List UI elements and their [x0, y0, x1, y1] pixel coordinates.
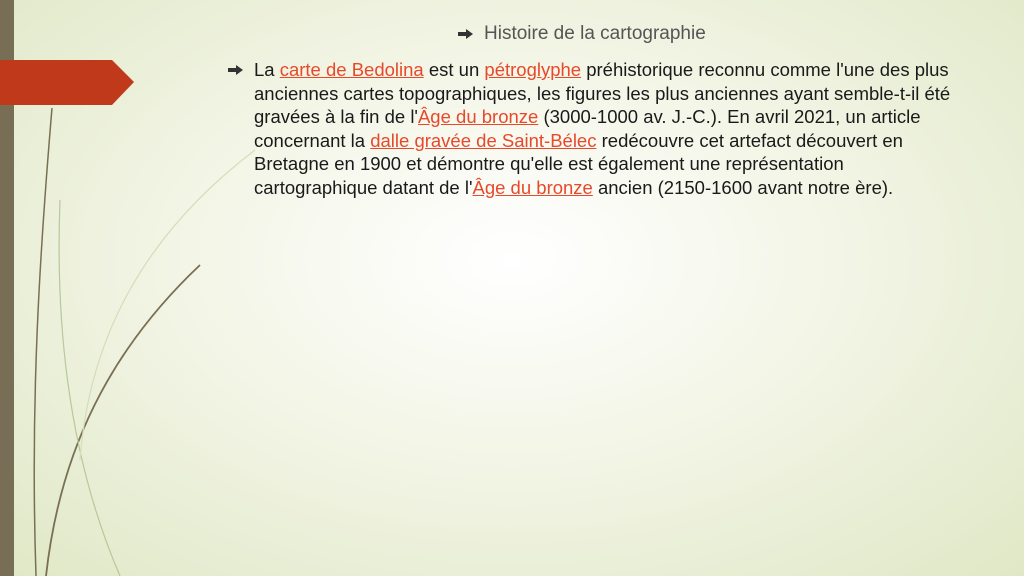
- link-petroglyphe[interactable]: pétroglyphe: [484, 59, 582, 80]
- link-dalle-gravee-saint-belec[interactable]: dalle gravée de Saint-Bélec: [370, 129, 597, 151]
- link-carte-de-bedolina[interactable]: carte de Bedolina: [279, 59, 424, 80]
- body-paragraph: [254, 58, 968, 199]
- text-run: La: [254, 59, 280, 80]
- link-age-du-bronze-2[interactable]: Âge du bronze: [472, 176, 593, 198]
- text-run: préhistorique reconnu comme l'une des plus anciennes cartes topographiques, les figures les plus anciennes ayant semble-t-il été gravées à la fin de l': [254, 59, 951, 127]
- text-run: ancien (2150-1600 avant notre ère).: [592, 176, 894, 198]
- text-run: redécouvre cet artefact découvert en Bretagne en 1900 et démontre qu'elle est également une représentation cartographique datant de l': [254, 129, 903, 198]
- subtitle-text: Histoire de la cartographie: [484, 23, 706, 44]
- link-age-du-bronze[interactable]: Âge du bronze: [417, 106, 539, 127]
- text-run: est un: [423, 59, 485, 80]
- arrow-bullet-icon: [228, 65, 244, 75]
- accent-arrow-tab: [0, 60, 135, 105]
- body-bullet: [228, 58, 968, 218]
- arrow-bullet-icon: [458, 29, 474, 39]
- text-run: (3000-1000 av. J.-C.). En avril 2021, un article concernant la: [254, 106, 921, 151]
- slide-subtitle: [458, 23, 706, 45]
